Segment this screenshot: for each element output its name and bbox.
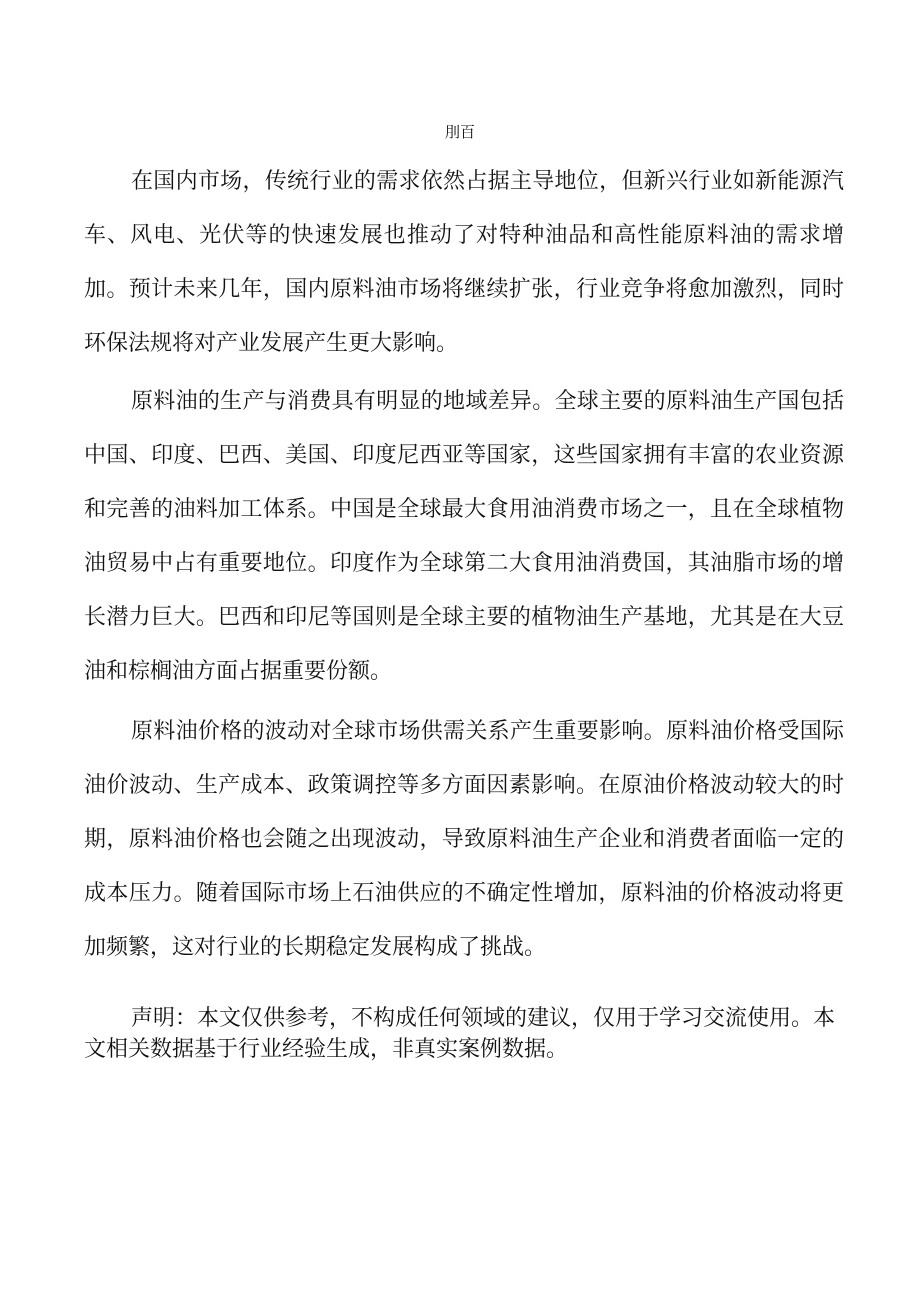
paragraph-regional-differences: 原料油的生产与消费具有明显的地域差异。全球主要的原料油生产国包括中国、印度、巴西、美国、印度尼西亚等国家，这些国家拥有丰富的农业资源和完善的油料加工体系。中国是全球最大食用油消费市场之一，且在全球植物油贸易中占有重要地位。印度作为全球第二大食用油消费国，其油脂市场的增长潜力巨大。巴西和印尼等国则是全球主要的植物油生产基地，尤其是在大豆油和棕榈油方面占据重要份额。 bbox=[84, 389, 844, 684]
paragraph-domestic-market: 在国内市场，传统行业的需求依然占据主导地位，但新兴行业如新能源汽车、风电、光伏等的快速发展也推动了对特种油品和高性能原料油的需求增加。预计未来几年，国内原料油市场将继续扩张，行业竞争将愈加激烈，同时环保法规将对产业发展产生更大影响。 bbox=[84, 169, 844, 356]
page-title: 刖百 bbox=[444, 123, 475, 141]
paragraph-price-volatility: 原料油价格的波动对全球市场供需关系产生重要影响。原料油价格受国际油价波动、生产成本、政策调控等多方面因素影响。在原油价格波动较大的时期，原料油价格也会随之出现波动，导致原料油生产企业和消费者面临一定的成本压力。随着国际市场上石油供应的不确定性增加，原料油的价格波动将更加频繁，这对行业的长期稳定发展构成了挑战。 bbox=[84, 719, 844, 960]
disclaimer-text: 声明：本文仅供参考，不构成任何领域的建议，仅用于学习交流使用。本文相关数据基于行业经验生成，非真实案例数据。 bbox=[84, 1006, 836, 1062]
